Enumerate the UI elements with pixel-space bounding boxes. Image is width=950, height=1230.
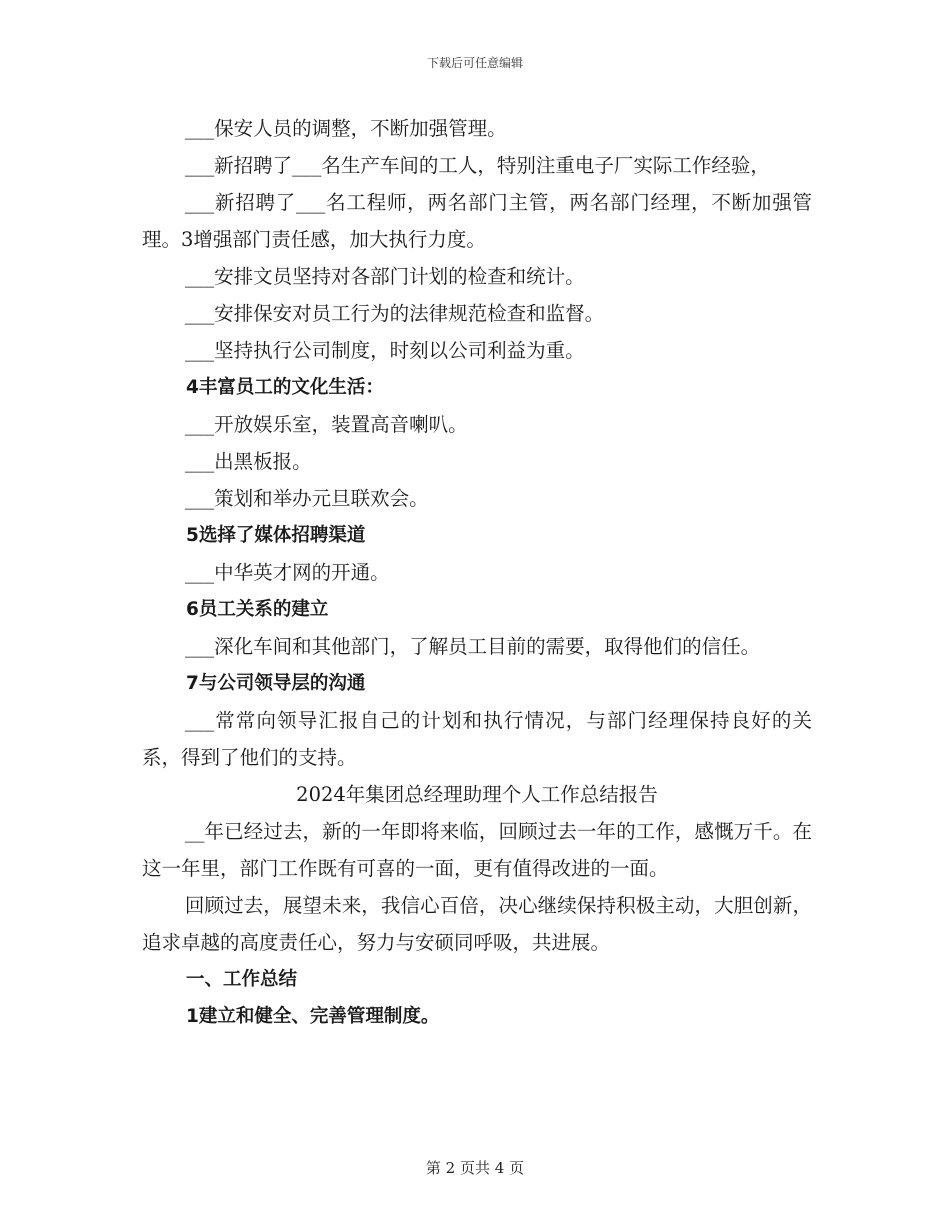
paragraph: __年已经过去，新的一年即将来临，回顾过去一年的工作，感慨万千。在这一年里，部门工作既有可喜的一面，更有值得改进的一面。 [142, 820, 812, 880]
section-heading: 7与公司领导层的沟通 [186, 673, 366, 694]
paragraph: ___出黑板报。 [184, 450, 312, 473]
section-heading: 6员工关系的建立 [186, 599, 329, 620]
section-heading: 一、工作总结 [186, 969, 298, 990]
paragraph: ___开放娱乐室，装置高音喇叭。 [184, 413, 468, 436]
section-heading: 5选择了媒体招聘渠道 [186, 525, 366, 546]
paragraph: ___坚持执行公司制度，时刻以公司利益为重。 [184, 339, 585, 362]
paragraph: ___中华英才网的开通。 [184, 561, 390, 584]
paragraph: ___策划和举办元旦联欢会。 [184, 487, 429, 510]
paragraph: ___安排文员坚持对各部门计划的检查和统计。 [184, 265, 585, 288]
section-heading: 4丰富员工的文化生活： [186, 377, 384, 398]
section-heading: 1建立和健全、完善管理制度。 [186, 1006, 440, 1027]
document-body [142, 110, 812, 1035]
paragraph: ___新招聘了___名生产车间的工人，特别注重电子厂实际工作经验， [184, 154, 770, 177]
paragraph: ___新招聘了___名工程师，两名部门主管，两名部门经理，不断加强管理。3增强部门责任感，加大执行力度。 [142, 191, 812, 251]
paragraph: ___深化车间和其他部门，了解员工目前的需要，取得他们的信任。 [184, 635, 761, 658]
page-header: 下载后可任意编辑 [426, 56, 523, 70]
paragraph: ___常常向领导汇报自己的计划和执行情况，与部门经理保持良好的关系，得到了他们的支持。 [142, 709, 812, 769]
paragraph: 回顾过去，展望未来，我信心百倍，决心继续保持积极主动，大胆创新，追求卓越的高度责任心，努力与安硕同呼吸，共进展。 [142, 894, 812, 954]
paragraph: ___安排保安对员工行为的法律规范检查和监督。 [184, 302, 605, 325]
document-title: 2024年集团总经理助理个人工作总结报告 [296, 783, 658, 806]
paragraph: ___保安人员的调整，不断加强管理。 [184, 117, 507, 140]
page-footer: 第 2 页共 4 页 [425, 1159, 525, 1177]
